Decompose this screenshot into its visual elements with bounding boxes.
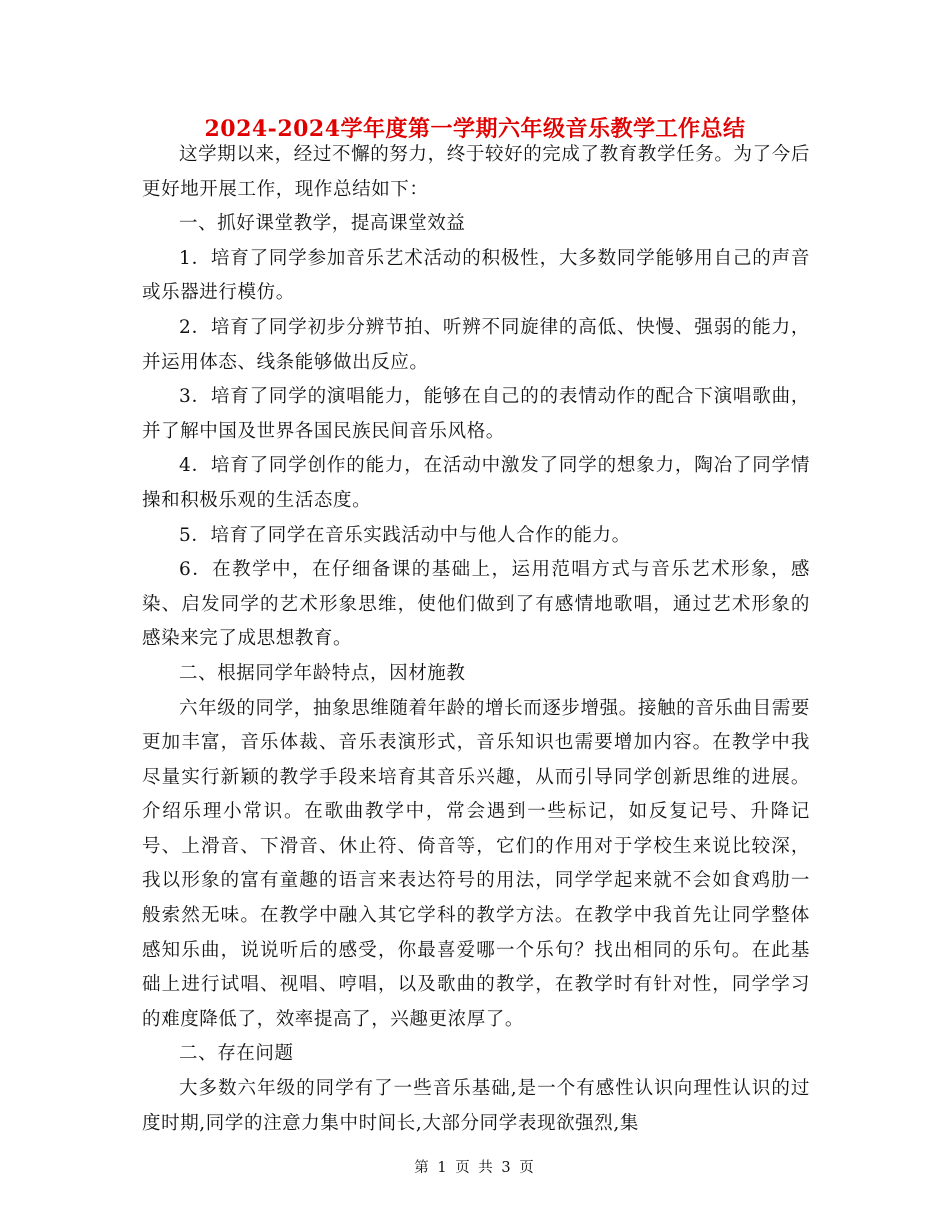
list-item-2: 2．培育了同学初步分辨节拍、听辨不同旋律的高低、快慢、强弱的能力，并运用体态、线条能够做出反应。	[142, 316, 810, 373]
page-number-footer: 第 1 页 共 3 页	[414, 1160, 536, 1176]
paragraph-problems: 大多数六年级的同学有了一些音乐基础,是一个有感性认识向理性认识的过度时期,同学的注意力集中时间长,大部分同学表现欲强烈,集	[142, 1078, 810, 1134]
document-title: 2024-2024学年度第一学期六年级音乐教学工作总结	[204, 116, 746, 142]
list-item-6: 6．在教学中，在仔细备课的基础上，运用范唱方式与音乐艺术形象，感染、启发同学的艺术形象思维，使他们做到了有感情地歌唱，通过艺术形象的感染来完了成思想教育。	[142, 559, 810, 650]
list-item-1: 1．培育了同学参加音乐艺术活动的积极性，大多数同学能够用自己的声音或乐器进行模仿。	[142, 247, 810, 304]
section-heading-2: 二、根据同学年龄特点，因材施教	[179, 662, 466, 684]
paragraph-intro: 这学期以来，经过不懈的努力，终于较好的完成了教育教学任务。为了今后更好地开展工作，现作总结如下：	[142, 144, 810, 200]
list-item-5: 5．培育了同学在音乐实践活动中与他人合作的能力。	[179, 524, 631, 546]
paragraph-teaching: 六年级的同学，抽象思维随着年龄的增长而逐步增强。接触的音乐曲目需要更加丰富，音乐体裁、音乐表演形式，音乐知识也需要增加内容。在教学中我尽量实行新颖的教学手段来培育其音乐兴趣，从而引导同学创新思维的进展。介绍乐理小常识。在歌曲教学中，常会遇到一些标记，如反复记号、升降记号、上滑音、下滑音、休止符、倚音等，它们的作用对于学校生来说比较深，我以形象的富有童趣的语言来表达符号的用法，同学学起来就不会如食鸡肋一般索然无味。在教学中融入其它学科的教学方法。在教学中我首先让同学整体感知乐曲，说说听后的感受，你最喜爱哪一个乐句？找出相同的乐句。在此基础上进行试唱、视唱、哼唱，以及歌曲的教学，在教学时有针对性，同学学习的难度降低了，效率提高了，兴趣更浓厚了。	[142, 697, 810, 1030]
document-body	[142, 138, 810, 1141]
section-heading-3: 二、存在问题	[179, 1043, 294, 1065]
list-item-4: 4．培育了同学创作的能力，在活动中激发了同学的想象力，陶冶了同学情操和积极乐观的生活态度。	[142, 455, 810, 511]
list-item-3: 3．培育了同学的演唱能力，能够在自己的的表情动作的配合下演唱歌曲，并了解中国及世界各国民族民间音乐风格。	[142, 386, 810, 442]
section-heading-1: 一、抓好课堂教学，提高课堂效益	[179, 213, 466, 235]
